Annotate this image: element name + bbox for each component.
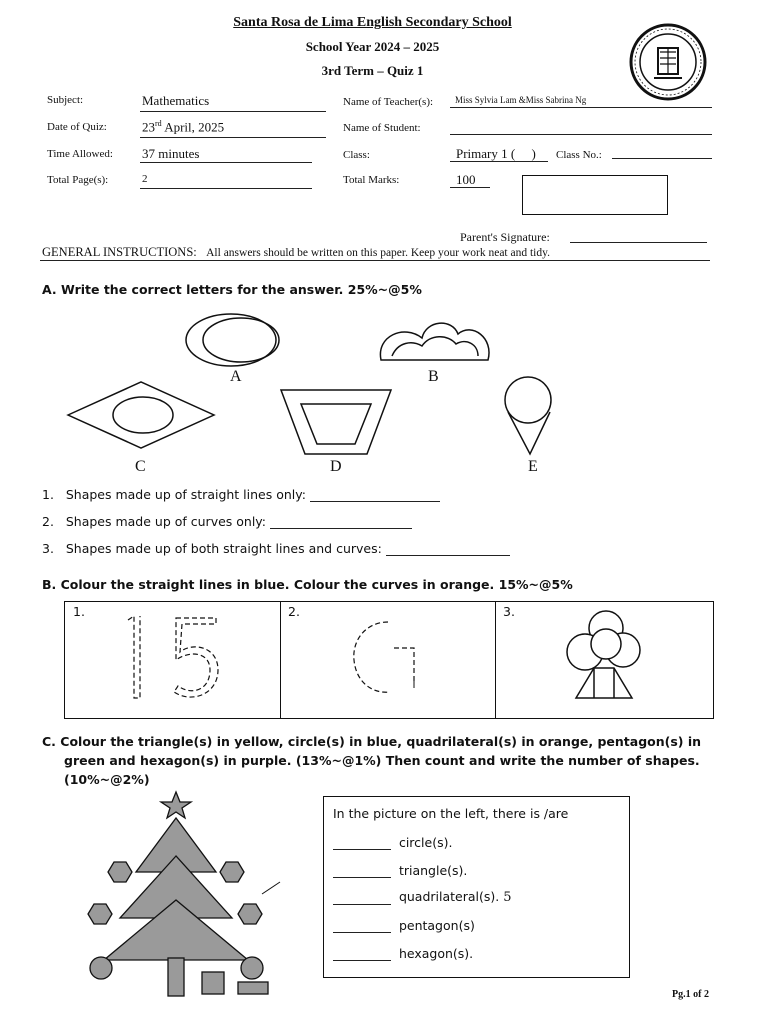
date-line: [140, 137, 326, 138]
shape-d: [279, 388, 393, 458]
hexagons-answer-field[interactable]: [333, 945, 391, 961]
section-b-title: B. Colour the straight lines in blue. Colour the curves in orange. 15%~@5%: [42, 577, 573, 592]
school-year: School Year 2024 – 2025: [305, 39, 440, 54]
box-3-number: 3.: [503, 604, 515, 619]
count-pentagons: pentagon(s): [333, 917, 475, 933]
shape-b: [378, 316, 494, 376]
circles-answer-field[interactable]: [333, 834, 391, 850]
instructions-text: All answers should be written on this paper. Keep your work neat and tidy.: [206, 247, 550, 259]
count-box-heading: In the picture on the left, there is /are: [333, 806, 569, 821]
box-2-number: 2.: [288, 604, 300, 619]
class-no-field[interactable]: [612, 158, 712, 159]
date-value: 23rd April, 2025: [142, 119, 225, 135]
shape-a: [185, 312, 295, 372]
subject-label: Subject:: [47, 94, 84, 106]
handwritten-mark: 5: [503, 890, 512, 905]
shape-c: [66, 380, 216, 450]
question-a3: 3. Shapes made up of both straight lines and curves:: [42, 540, 510, 556]
quadrilaterals-answer-field[interactable]: [333, 889, 391, 905]
teacher-value: Miss Sylvia Lam &Miss Sabrina Ng: [455, 95, 587, 105]
class-no-label: Class No.:: [556, 149, 602, 161]
page-number: Pg.1 of 2: [672, 989, 709, 1000]
question-a2: 2. Shapes made up of curves only:: [42, 513, 412, 529]
class-line: [450, 161, 548, 162]
quiz-title: 3rd Term – Quiz 1: [321, 63, 424, 78]
instructions-label: GENERAL INSTRUCTIONS:: [42, 245, 197, 259]
class-value: Primary 1 ( ): [456, 146, 536, 161]
pages-label: Total Page(s):: [47, 174, 109, 186]
count-quadrilaterals: quadrilateral(s). 5: [333, 889, 512, 905]
school-name: Santa Rosa de Lima English Secondary School: [233, 15, 512, 30]
pentagons-answer-field[interactable]: [333, 917, 391, 933]
instructions-underline: [40, 260, 710, 261]
question-a1: 1. Shapes made up of straight lines only:: [42, 486, 440, 502]
answer-a2-field[interactable]: [270, 513, 412, 529]
shape-e: [502, 376, 562, 456]
subject-line: [140, 111, 326, 112]
answer-a3-field[interactable]: [386, 540, 510, 556]
count-circles: circle(s).: [333, 834, 452, 850]
box-1-number: 1.: [73, 604, 85, 619]
shape-a-label: A: [230, 368, 242, 385]
shape-d-label: D: [330, 458, 342, 475]
date-label: Date of Quiz:: [47, 121, 107, 133]
marks-line: [450, 187, 490, 188]
parent-signature-field[interactable]: [570, 242, 707, 243]
shape-b-label: B: [428, 368, 439, 385]
marks-value: 100: [456, 172, 476, 187]
answer-a1-field[interactable]: [310, 486, 440, 502]
score-box[interactable]: [522, 175, 668, 215]
general-instructions: [42, 245, 550, 260]
shape-e-label: E: [528, 458, 538, 475]
student-name-field[interactable]: [450, 134, 712, 135]
box-divider-2: [495, 601, 496, 718]
section-c-title-line2: green and hexagon(s) in purple. (13%~@1%) Then count and write the number of shapes.: [64, 753, 700, 768]
shape-c-label: C: [135, 458, 146, 475]
count-triangles: triangle(s).: [333, 862, 467, 878]
teacher-label: Name of Teacher(s):: [343, 96, 434, 108]
time-line: [140, 162, 312, 163]
dashed-number-15[interactable]: [120, 612, 230, 702]
christmas-tree-picture[interactable]: [84, 790, 284, 1000]
section-c-title-line3: (10%~@2%): [64, 772, 150, 787]
marks-label: Total Marks:: [343, 174, 400, 186]
student-label: Name of Student:: [343, 122, 421, 134]
pages-line: [140, 188, 312, 189]
section-c-title-line1: C. Colour the triangle(s) in yellow, circle(s) in blue, quadrilateral(s) in orange, pentagon(s) in: [42, 734, 702, 749]
parent-signature-label: Parent's Signature:: [460, 230, 550, 244]
pages-value: 2: [142, 173, 148, 185]
box-divider-1: [280, 601, 281, 718]
tree-picture[interactable]: [564, 606, 644, 706]
dashed-letter-g[interactable]: [350, 618, 430, 698]
teacher-line: [450, 107, 712, 108]
school-seal-logo: [628, 22, 708, 102]
count-hexagons: hexagon(s).: [333, 945, 473, 961]
triangles-answer-field[interactable]: [333, 862, 391, 878]
time-value: 37 minutes: [142, 146, 200, 161]
time-label: Time Allowed:: [47, 148, 113, 160]
class-label: Class:: [343, 149, 370, 161]
section-a-title: A. Write the correct letters for the answer. 25%~@5%: [42, 282, 422, 297]
subject-value: Mathematics: [142, 93, 210, 108]
